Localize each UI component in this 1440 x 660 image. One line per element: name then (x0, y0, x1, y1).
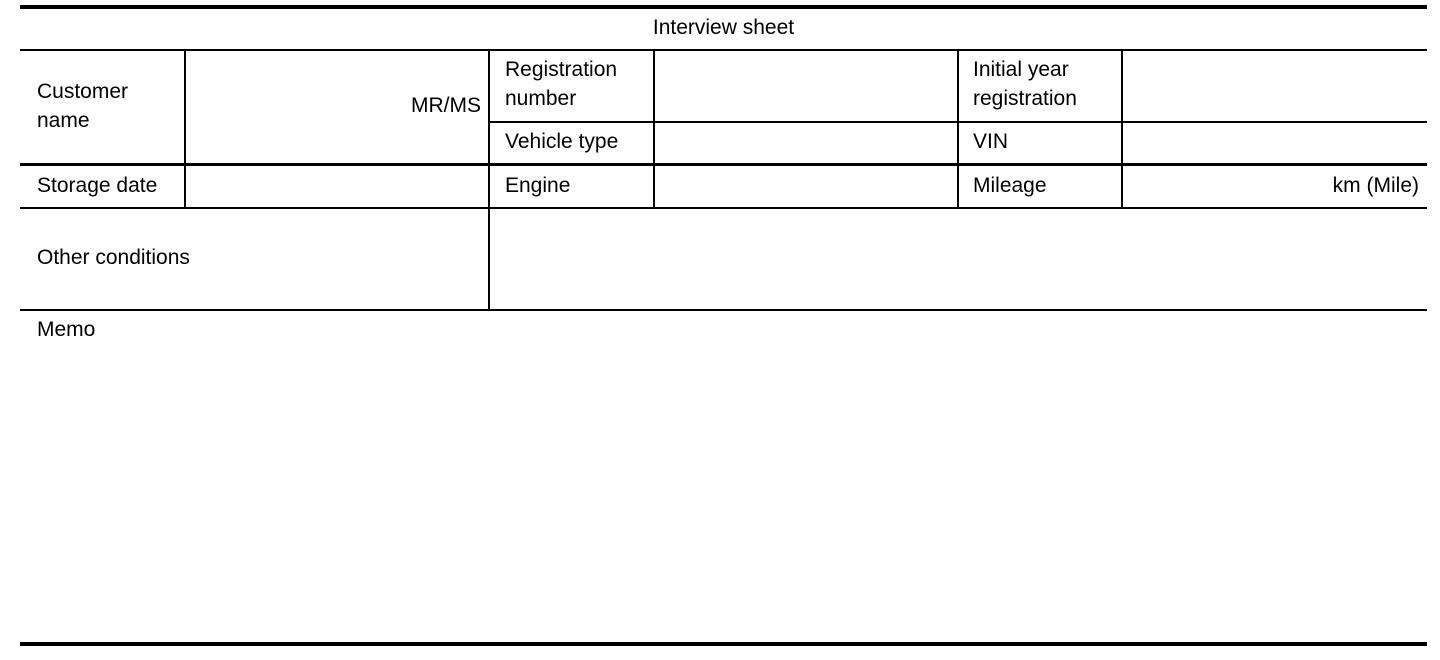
engine-label: Engine (505, 174, 571, 197)
customer-name-suffix: MR/MS (411, 94, 481, 117)
initial-year-label-line2: registration (973, 87, 1077, 110)
customer-name-label-line1: Customer (37, 80, 129, 103)
sheet-title: Interview sheet (652, 16, 795, 39)
initial-year-label-line1: Initial year (973, 58, 1069, 81)
registration-number-label-line1: Registration (505, 58, 618, 81)
memo-label: Memo (37, 318, 96, 341)
mileage-label: Mileage (973, 174, 1047, 197)
title-divider (20, 49, 1427, 51)
top-border (20, 5, 1427, 9)
registration-number-label-line2: number (505, 87, 577, 110)
vin-label: VIN (973, 130, 1009, 153)
other-conditions-label: Other conditions (37, 246, 190, 269)
mileage-unit: km (Mile) (1332, 174, 1419, 197)
col-divider-vin (957, 50, 959, 208)
interview-sheet (20, 5, 1427, 646)
storage-date-label: Storage date (37, 174, 158, 197)
customer-row-divider (20, 163, 1427, 166)
col-divider-mid (488, 50, 490, 310)
conditions-row-divider (20, 309, 1427, 311)
customer-name-label-line2: name (37, 109, 90, 132)
storage-row-divider (20, 207, 1427, 209)
col-divider-customer (184, 50, 186, 208)
bottom-border (20, 642, 1427, 646)
col-divider-registration (653, 50, 655, 208)
vehicle-type-label: Vehicle type (505, 130, 619, 153)
